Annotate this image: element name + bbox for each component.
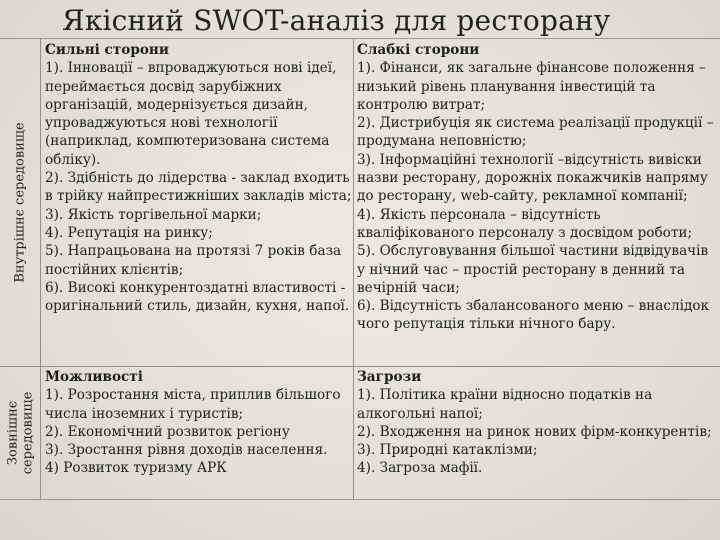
weaknesses-list xyxy=(357,59,717,333)
list-item: 6). Високі конкурентоздатні властивості - xyxy=(45,279,346,296)
bottom-rule xyxy=(0,499,720,500)
page-title: Якісний SWOT-аналіз для ресторану xyxy=(62,4,611,37)
list-item: постійних клієнтів; xyxy=(45,261,184,278)
weaknesses-heading: Слабкі сторони xyxy=(357,42,480,58)
list-item: продумана неповністю; xyxy=(357,133,527,150)
list-item: 3). Інформаційні технології –відсутність вивіски xyxy=(357,151,702,168)
weaknesses-cell xyxy=(357,41,717,334)
list-item: 4). Загроза мафії. xyxy=(357,460,483,477)
list-item: чого репутація тільки нічного бару. xyxy=(357,316,616,333)
list-item: 3). Якість торгівельної марки; xyxy=(45,206,262,223)
list-item: до ресторану, web-сайту, рекламної компанії; xyxy=(357,188,688,205)
list-item: 1). Фінанси, як загальне фінансове положення – xyxy=(357,60,706,77)
list-item: 4). Якість персонала – відсутність xyxy=(357,206,601,223)
list-item: 3). Природні катаклізми; xyxy=(357,442,538,459)
opportunities-list xyxy=(45,386,350,477)
list-item: низький рівень планування інвестицій та xyxy=(357,78,656,95)
internal-environment-label xyxy=(0,38,40,366)
threats-list xyxy=(357,386,717,477)
list-item: 4) Розвиток туризму АРК xyxy=(45,460,227,477)
list-item: 6). Відсутність збалансованого меню – внаслідок xyxy=(357,298,710,315)
opportunities-heading: Можливості xyxy=(45,369,143,385)
list-item: 1). Інновації – впроваджуються нові ідеї, xyxy=(45,60,337,77)
list-item: 2). Економічний розвиток регіону xyxy=(45,423,290,440)
list-item: 1). Розростання міста, приплив більшого xyxy=(45,387,341,404)
left-column-divider xyxy=(40,38,41,500)
list-item: в трійку найпрестижніших закладів міста; xyxy=(45,188,352,205)
list-item: 3). Зростання рівня доходів населення. xyxy=(45,442,328,459)
list-item: упроваджуються нові технології xyxy=(45,115,278,132)
list-item: оригінальний стиль, дизайн, кухня, напої. xyxy=(45,298,350,315)
list-item: 5). Напрацьована на протязі 7 років база xyxy=(45,243,342,260)
list-item: 5). Обслуговування більшої частини відвідувачів xyxy=(357,243,709,260)
row-divider xyxy=(0,366,720,367)
top-rule xyxy=(0,38,720,39)
list-item: 1). Політика країни відносно податків на xyxy=(357,387,653,404)
list-item: вечірній часи; xyxy=(357,279,460,296)
external-label-line1: Зовнішнє xyxy=(5,400,20,465)
list-item: числа іноземних і туристів; xyxy=(45,405,244,422)
strengths-list xyxy=(45,59,350,315)
list-item: 4). Репутація на ринку; xyxy=(45,224,213,241)
list-item: кваліфікованого персоналу з досвідом роботи; xyxy=(357,224,693,241)
list-item: переймається досвід зарубіжних xyxy=(45,78,282,95)
list-item: назви ресторану, дорожніх покажчиків напряму xyxy=(357,170,708,187)
list-item: 2). Дистрибуція як система реалізації продукції – xyxy=(357,115,714,132)
list-item: у нічний час – простій ресторану в денний та xyxy=(357,261,685,278)
threats-heading: Загрози xyxy=(357,369,422,385)
list-item: організацій, модернізується дизайн, xyxy=(45,96,308,113)
list-item: 2). Здібність до лідерства - заклад входить xyxy=(45,170,350,187)
list-item: алкогольні напої; xyxy=(357,405,483,422)
opportunities-cell xyxy=(45,368,350,478)
strengths-heading: Сильні сторони xyxy=(45,42,169,58)
threats-cell xyxy=(357,368,717,478)
external-label-text xyxy=(5,391,35,474)
internal-label-text: Внутрішнє середовище xyxy=(12,121,28,283)
external-label-line2: середовище xyxy=(20,391,35,474)
list-item: контролю витрат; xyxy=(357,96,486,113)
list-item: обліку). xyxy=(45,151,101,168)
list-item: (наприклад, компютеризована система xyxy=(45,133,330,150)
list-item: 2). Входження на ринок нових фірм-конкурентів; xyxy=(357,423,712,440)
external-environment-label xyxy=(0,366,40,499)
center-column-divider xyxy=(353,38,354,500)
strengths-cell xyxy=(45,41,350,315)
